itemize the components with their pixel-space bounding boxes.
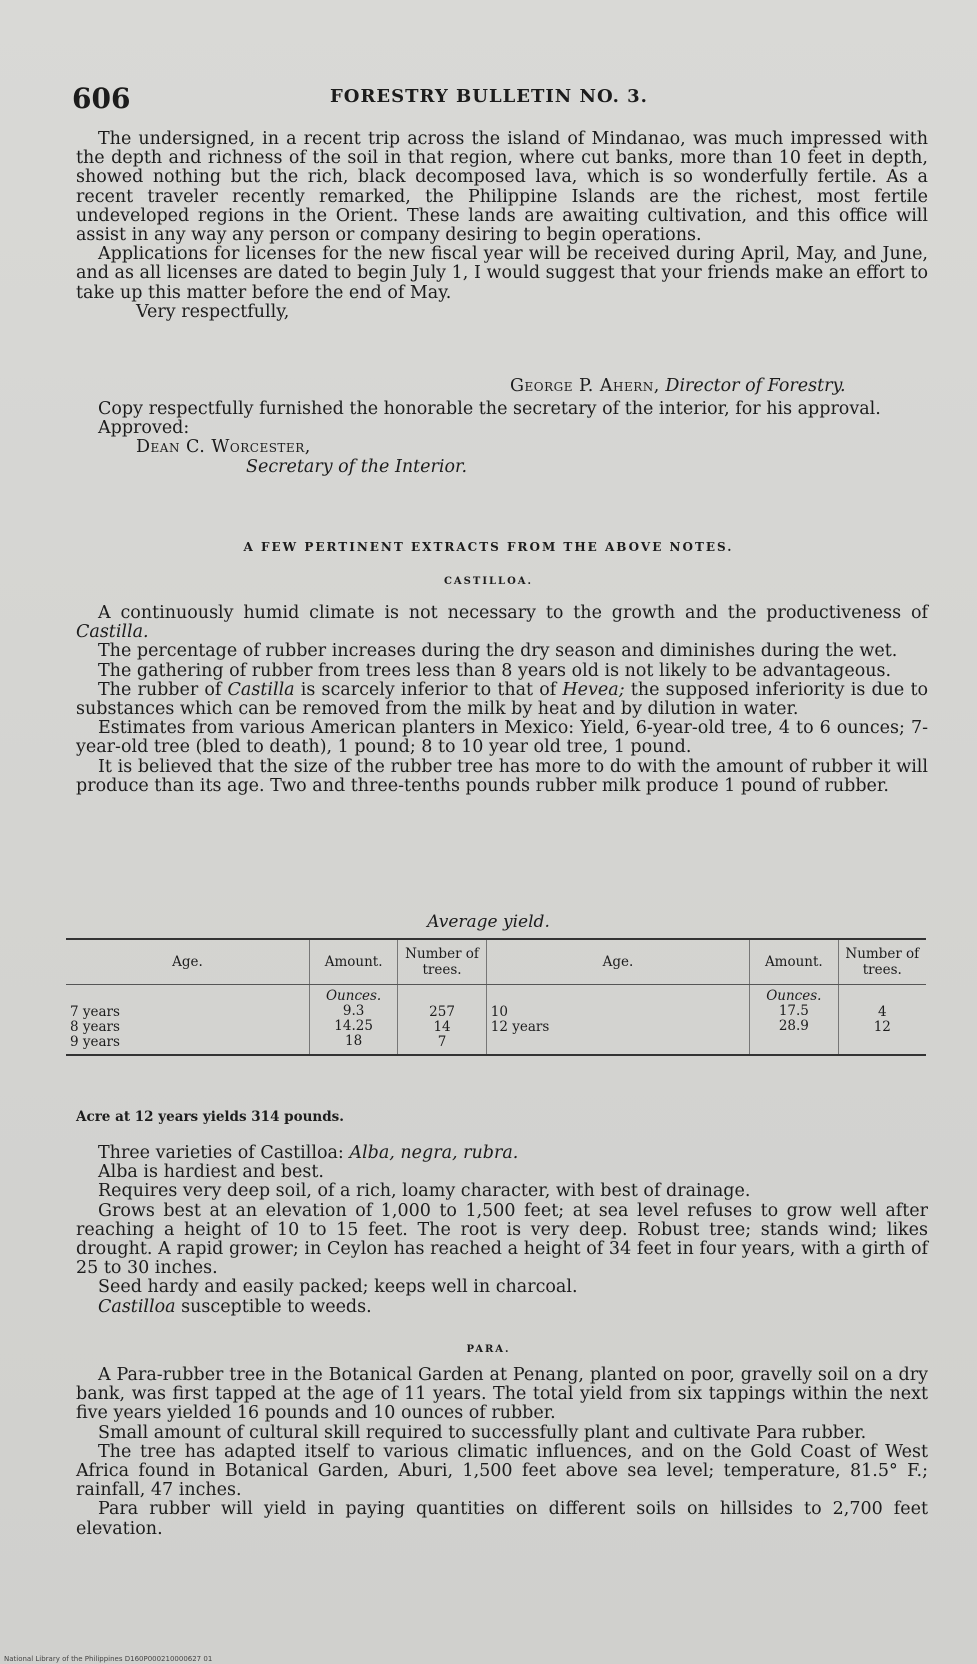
right-age: 12 years [490, 1019, 550, 1035]
left-age: 7 years [70, 1004, 120, 1020]
header-age-right: Age. [486, 939, 749, 985]
table-header-row [66, 939, 926, 985]
table-note: Acre at 12 years yields 314 pounds. [76, 1109, 344, 1125]
page-number: 606 [72, 82, 131, 115]
varieties-paragraph-5: Seed hardy and easily packed; keeps well in charcoal. [98, 1277, 578, 1298]
left-amount: 9.3 [342, 1003, 365, 1019]
letter-body [76, 130, 928, 322]
para-paragraph-4: Para rubber will yield in paying quantities on different soils on hillsides to 2,700 feet elevation. [76, 1499, 928, 1539]
left-amount: 18 [345, 1033, 363, 1049]
approval-block [76, 400, 928, 477]
left-ages-cell [66, 985, 309, 1056]
letter-paragraph-1: The undersigned, in a recent trip across the island of Mindanao, was much impressed with the depth and richness of the soil in that region, where cut banks, more than 10 feet in depth, showed nothing but the rich, black decomposed lava, which is so wonderfully fertile. As a recent traveler recently remarked, the Philippine Islands are the richest, most fertile undeveloped regions in the Orient. These lands are awaiting cultivation, and this office will assist in any way any person or company desiring to begin operations. [76, 129, 928, 246]
unit-label: Ounces. [766, 988, 822, 1004]
letter-closing: Very respectfully, [136, 301, 290, 322]
castilloa-paragraph-4: The rubber of Castilla is scarcely inferior to that of Hevea; the supposed inferiority is due to substances which can be removed from the milk by heat and by dilution in water. [76, 679, 929, 720]
unit-label: Ounces. [325, 988, 382, 1004]
para-paragraph-3: The tree has adapted itself to various climatic influences, and on the Gold Coast of West Africa found in Botanical Garden, Aburi, 1,500 feet above sea level; temperature, 81.5° F.; rainfall, 47 inches. [76, 1441, 928, 1501]
varieties-paragraph-2: Alba is hardiest and best. [98, 1162, 324, 1183]
approver-name: Dean C. Worcester, [136, 437, 311, 458]
right-amount: 28.9 [778, 1018, 809, 1034]
signature-line [510, 376, 846, 396]
varieties-paragraph-3: Requires very deep soil, of a rich, loamy character, with best of drainage. [98, 1181, 751, 1202]
left-amount: 14.25 [334, 1018, 373, 1034]
right-numbers-cell [838, 985, 926, 1056]
right-age: 10 [490, 1004, 508, 1020]
castilloa-paragraph-1: A continuously humid climate is not necessary to the growth and the productiveness of Castilla. [76, 603, 928, 643]
section-heading: A FEW PERTINENT EXTRACTS FROM THE ABOVE NOTES. [243, 540, 734, 554]
right-amount: 17.5 [778, 1003, 809, 1019]
average-yield-table [66, 938, 926, 1056]
table-note-block [76, 1108, 928, 1127]
para-paragraph-1: A Para-rubber tree in the Botanical Garden at Penang, planted on poor, gravelly soil on a dry bank, was first tapped at the age of 11 years. The total yield from six tappings within the next five years yielded 16 pounds and 10 ounces of rubber. [76, 1365, 928, 1424]
header-number-left: Number of trees. [398, 939, 486, 985]
para-heading: PARA. [466, 1344, 511, 1355]
table-caption: Average yield. [427, 912, 550, 932]
header-amount-right: Amount. [750, 939, 838, 985]
right-number: 4 [877, 1004, 887, 1020]
varieties-paragraph-1: Three varieties of Castilloa: Alba, negra, rubra. [98, 1143, 519, 1163]
para-paragraph-2: Small amount of cultural skill required to successfully plant and cultivate Para rubber. [98, 1422, 867, 1443]
left-number: 257 [429, 1004, 455, 1020]
right-amounts-cell [750, 985, 838, 1056]
header-number-right: Number of trees. [838, 939, 926, 985]
signer-name: George P. Ahern, [510, 376, 660, 396]
header-age-left: Age. [66, 939, 309, 985]
varieties-text [76, 1144, 928, 1317]
castilloa-text [76, 604, 928, 796]
para-text [76, 1366, 928, 1539]
left-numbers-cell [398, 985, 486, 1056]
copy-note: Copy respectfully furnished the honorable the secretary of the interior, for his approval. [98, 399, 881, 419]
left-amounts-cell [309, 985, 397, 1056]
right-ages-cell [486, 985, 749, 1056]
varieties-paragraph-4: Grows best at an elevation of 1,000 to 1,500 feet; at sea level refuses to grow well after reaching a height of 10 to 15 feet. The root is very deep. Robust tree; stands wind; likes drought. A rapid grower; in Ceylon has reached a height of 34 feet in four years, with a girth of 25 to 30 inches. [76, 1200, 928, 1279]
castilloa-paragraph-2: The percentage of rubber increases during the dry season and diminishes during the wet. [98, 641, 898, 662]
varieties-paragraph-6: Castilloa susceptible to weeds. [98, 1296, 372, 1317]
running-title: FORESTRY BULLETIN NO. 3. [330, 86, 648, 107]
castilloa-paragraph-3: The gathering of rubber from trees less than 8 years old is not likely to be advantageous. [98, 660, 892, 681]
castilloa-paragraph-6: It is believed that the size of the rubber tree has more to do with the amount of rubber it will produce than its age. Two and three-tenths pounds rubber milk produce 1 pound of rubber. [76, 756, 928, 796]
letter-paragraph-2: Applications for licenses for the new fiscal year will be received during April, May, and June, and as all licenses are dated to begin July 1, I would suggest that your friends make an effort to take up this matter before the end of May. [76, 244, 928, 303]
left-age: 8 years [70, 1019, 120, 1035]
castilloa-heading: CASTILLOA. [443, 576, 534, 587]
left-number: 7 [437, 1034, 447, 1050]
header-amount-left: Amount. [309, 939, 397, 985]
left-age: 9 years [70, 1034, 120, 1050]
signer-title: Director of Forestry. [665, 376, 846, 396]
castilloa-paragraph-5: Estimates from various American planters in Mexico: Yield, 6-year-old tree, 4 to 6 ounces; 7-year-old tree (bled to death), 1 pound; 8 to 10 year old tree, 1 pound. [76, 718, 928, 758]
table-row [66, 985, 926, 1056]
approver-title: Secretary of the Interior. [246, 456, 468, 477]
library-tag: National Library of the Philippines D160P000210000627 01 [4, 1655, 213, 1663]
approved-label: Approved: [98, 418, 190, 439]
left-number: 14 [433, 1019, 451, 1035]
right-number: 12 [873, 1019, 891, 1035]
